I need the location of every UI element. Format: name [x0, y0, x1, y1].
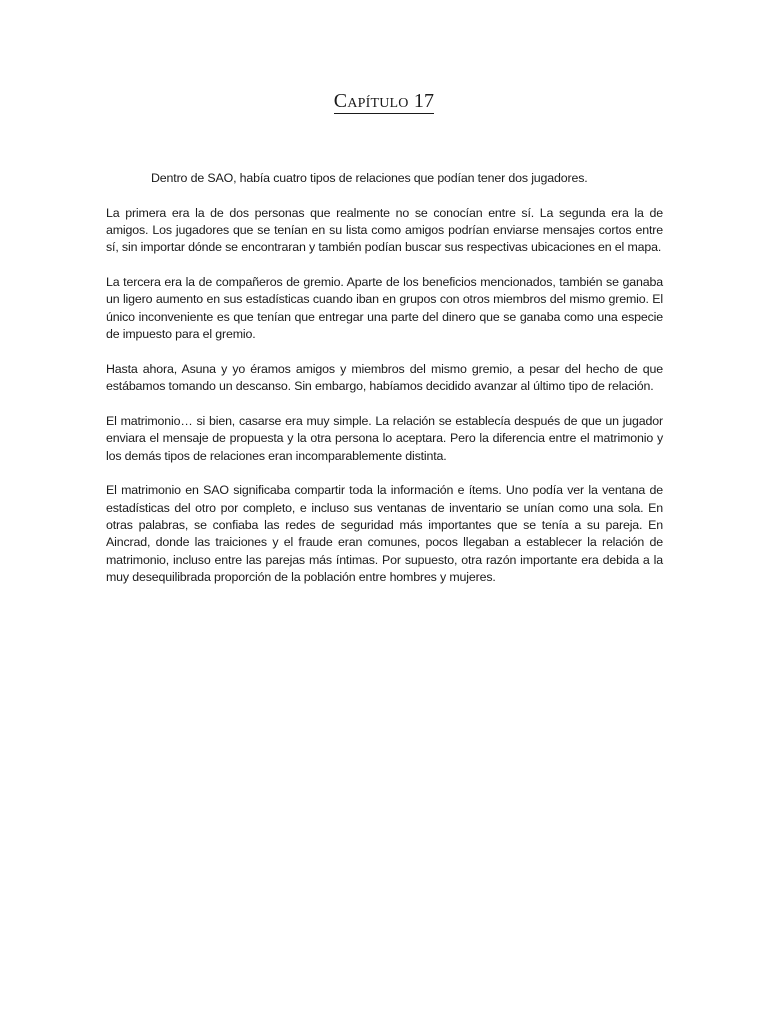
chapter-number: 17 — [413, 90, 435, 112]
paragraph-5: El matrimonio… si bien, casarse era muy simple. La relación se establecía después de que un jugador enviara el mensaje de propuesta y la otra persona lo aceptara. Pero la diferencia entre el matrimonio y los demás tipos de relaciones eran incomparablemente distinta. — [106, 413, 663, 463]
chapter-label: Capítulo — [333, 90, 409, 112]
paragraph-1: Dentro de SAO, había cuatro tipos de relaciones que podían tener dos jugadores. — [151, 171, 588, 185]
paragraph-3: La tercera era la de compañeros de gremio. Aparte de los beneficios mencionados, también se ganaba un ligero aumento en sus estadísticas cuando iban en grupos con otros miembros del mismo gremio. El único inconveniente es que tenían que entregar una parte del dinero que se ganaba como una especie de impuesto para el gremio. — [106, 275, 663, 342]
chapter-title — [0, 90, 768, 113]
paragraph-2: La primera era la de dos personas que realmente no se conocían entre sí. La segunda era la de amigos. Los jugadores que se tenían en su lista como amigos podrían enviarse mensajes cortos entre sí, sin importar dónde se encontraran y también podían buscar sus respectivas ubicaciones en el mapa. — [106, 205, 663, 255]
paragraph-4: Hasta ahora, Asuna y yo éramos amigos y miembros del mismo gremio, a pesar del hecho de que estábamos tomando un descanso. Sin embargo, habíamos decidido avanzar al último tipo de relación. — [106, 361, 663, 394]
paragraph-6: El matrimonio en SAO significaba compartir toda la información e ítems. Uno podía ver la ventana de estadísticas del otro por completo, e incluso sus ventanas de inventario se unían como una sola. En otras palabras, se confiaba las redes de seguridad más importantes que se tenía a su pareja. En Aincrad, donde las traiciones y el fraude eran comunes, pocos llegaban a establecer la relación de matrimonio, incluso entre las parejas más íntimas. Por supuesto, otra razón importante era debida a la muy desequilibrada proporción de la población entre hombres y mujeres. — [106, 483, 663, 585]
chapter-body — [106, 170, 663, 604]
chapter-title-underline — [334, 90, 434, 114]
